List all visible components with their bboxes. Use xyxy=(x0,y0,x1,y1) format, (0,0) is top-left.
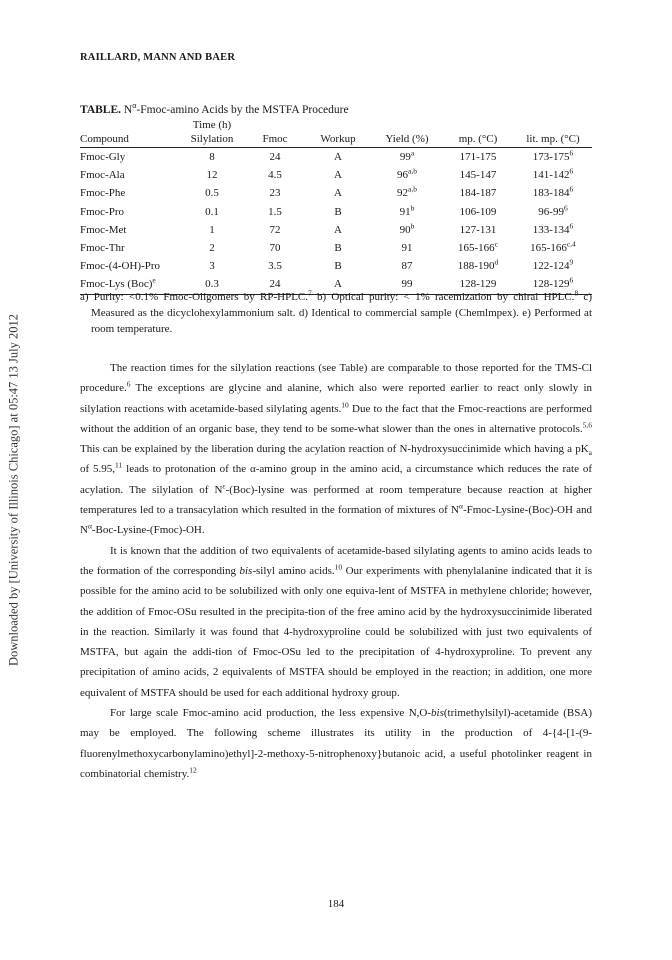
table-cell-superscript: c,4 xyxy=(566,239,576,249)
table-cell-value: 184-187 xyxy=(459,187,497,200)
table-cell-value: Fmoc-(4-OH)-Pro xyxy=(80,260,161,273)
text-run: leads to protonation of the α-amino group in the amino acid, a circumstance which reduces the rate of acylation. The silylation of N xyxy=(80,463,592,496)
table-row xyxy=(80,166,592,184)
table-cell-value: Fmoc-Lys (Boc) xyxy=(80,278,153,291)
table-cell-superscript: b xyxy=(410,203,415,212)
table-cell-yield xyxy=(372,148,442,167)
table-cell-value: 133-134 xyxy=(532,223,570,236)
table-cell-silylation xyxy=(178,239,246,257)
table-row xyxy=(80,239,592,257)
running-head: RAILLARD, MANN AND BAER xyxy=(80,52,236,63)
table-cell-value: Fmoc-Met xyxy=(80,223,127,236)
body-text xyxy=(80,358,592,784)
table-cell-mp xyxy=(442,239,514,257)
table-title xyxy=(80,101,349,116)
table-cell-workup xyxy=(304,166,372,184)
table-cell-value: 70 xyxy=(269,242,281,255)
table-header-top-cell xyxy=(80,118,178,132)
text-run: (trimethylsilyl)-acetamide (BSA) may be employed. The following scheme illustrates its utility in the production of 4-{4-[1-(9-fluorenylmethoxycarbonylamino)ethyl]-2-methoxy-5-nitrophenoxy}butanoic acid, a useful photolinker reagent in combinatorial chemistry. xyxy=(80,707,592,780)
table-cell-superscript: 6 xyxy=(569,221,574,231)
italic-run: bis xyxy=(431,707,444,720)
table-cell-value: 24 xyxy=(269,151,281,164)
body-paragraph xyxy=(80,358,592,541)
table-cell-value: Fmoc-Gly xyxy=(80,151,126,164)
table-cell-lit xyxy=(514,239,592,257)
table-cell-value: Fmoc-Phe xyxy=(80,187,126,200)
table-cell-value: B xyxy=(334,242,342,255)
table-cell-yield xyxy=(372,184,442,202)
table-cell-value: 24 xyxy=(269,278,281,291)
table-cell-superscript: 9 xyxy=(569,257,574,267)
table-cell-value: 1.5 xyxy=(268,205,282,218)
body-paragraph xyxy=(80,541,592,703)
table-cell-value: 8 xyxy=(209,151,215,164)
text-run: Due to the fact that the Fmoc-reactions are performed without the addition of an organic base, they tend to be some-what slower than the ones in alternative protocols. xyxy=(80,402,592,435)
text-run: The exceptions are glycine and alanine, which also were reported earlier to react only slowly in silylation reactions with acetamide-based silylating agents. xyxy=(80,382,592,415)
table-header-cell: Silylation xyxy=(178,132,246,148)
table-cell-value: 99 xyxy=(401,278,413,291)
table-cell-fmoc xyxy=(246,221,304,239)
table-cell-value: 2 xyxy=(209,242,215,255)
table-cell-value: 96 xyxy=(397,169,409,182)
citation-superscript: 6 xyxy=(126,379,131,389)
page-number: 184 xyxy=(327,898,345,910)
footnote-segment: a) Purity: <0.1% Fmoc-Oligomers by RP-HPLC. xyxy=(80,291,308,303)
table-title-prefix: N xyxy=(121,103,133,116)
table-cell-fmoc xyxy=(246,257,304,275)
table-cell-value: 0.1 xyxy=(205,205,219,218)
table-cell-value: 0.5 xyxy=(205,187,219,200)
text-run: Our experiments with phenylalanine indicated that it is possible for the amino acid to be solubilized with only one equiva-lent of MSTFA in methylene chloride; however, the addition of Fmoc-OSu resulted in the precipita-tion of the free amino acid by the hydroxysuccinimide liberated in the reaction. Similarly it was found that 4-hydroxyproline could be solubilized with just two equivalents of MSTFA, but again the addi-tion of Fmoc-OSu led to the precipitation of 4-hydroxyproline. To prevent any precipitation of amino acids, 2 equivalents of MSTFA should be employed in the reaction; in addition, one more equivalent of MSTFA should be used for each additional hydroxy group. xyxy=(80,564,592,699)
table-cell-mp xyxy=(442,203,514,221)
table-cell-lit xyxy=(514,148,592,167)
table-cell-superscript: 6 xyxy=(563,203,568,212)
text-run: -Fmoc-Lysine-(Boc)-OH and N xyxy=(80,504,593,537)
table-cell-value: A xyxy=(334,223,342,236)
table-header-cell: mp. (°C) xyxy=(442,132,514,148)
table-cell-superscript: 6 xyxy=(569,148,574,158)
table-cell-value: 92 xyxy=(397,187,409,200)
table-cell-compound xyxy=(80,203,178,221)
table-header-cell: Compound xyxy=(80,132,178,148)
table-cell-value: 72 xyxy=(269,223,281,236)
table-cell-superscript: b xyxy=(410,221,415,231)
table-cell-value: A xyxy=(334,151,342,164)
citation-superscript: 11 xyxy=(115,460,123,470)
table-cell-value: 3 xyxy=(209,260,215,273)
table-cell-yield xyxy=(372,221,442,239)
table-header-cell: lit. mp. (°C) xyxy=(514,132,592,148)
table-cell-superscript: d xyxy=(494,257,499,267)
table-cell-value: 171-175 xyxy=(459,151,497,164)
table-footnotes xyxy=(80,289,592,337)
table-cell-value: 165-166 xyxy=(457,242,495,255)
table-cell-workup xyxy=(304,203,372,221)
table-cell-workup xyxy=(304,184,372,202)
citation-superscript: 10 xyxy=(341,399,349,409)
text-run: The reaction times for the silylation reactions (see Table) are comparable to those reported for the TMS-Cl procedure. xyxy=(80,362,592,395)
table-cell-lit xyxy=(514,221,592,239)
citation-superscript: 10 xyxy=(334,562,343,572)
citation-superscript: 5,6 xyxy=(582,420,592,430)
table-header-top-cell xyxy=(514,118,592,132)
text-run: of 5.95, xyxy=(80,463,116,476)
table-cell-value: 128-129 xyxy=(532,278,570,291)
table-cell-yield xyxy=(372,257,442,275)
table-cell-superscript: 6 xyxy=(569,166,574,176)
table-row xyxy=(80,203,592,221)
table-header-top-cell: Time (h) xyxy=(192,119,232,131)
table-cell-value: 12 xyxy=(206,169,218,182)
table-cell-lit xyxy=(514,257,592,275)
table-cell-value: 141-142 xyxy=(532,169,570,182)
table-cell-yield xyxy=(372,239,442,257)
table-cell-silylation xyxy=(178,166,246,184)
table-cell-superscript: 6 xyxy=(569,275,574,285)
table-cell-compound xyxy=(80,257,178,275)
subscript: a xyxy=(588,448,592,458)
table-cell-compound xyxy=(80,239,178,257)
citation-superscript: ε xyxy=(222,481,226,491)
table-label: TABLE. xyxy=(80,103,122,116)
table-cell-silylation xyxy=(178,184,246,202)
table-cell-value: A xyxy=(334,169,342,182)
table-cell-silylation xyxy=(178,203,246,221)
table-cell-silylation xyxy=(178,221,246,239)
table-row xyxy=(80,148,592,167)
table-cell-mp xyxy=(442,257,514,275)
table-cell-value: 4.5 xyxy=(268,169,282,182)
table-header-top-cell xyxy=(372,118,442,132)
text-run: -silyl amino acids. xyxy=(252,564,335,577)
table-row xyxy=(80,221,592,239)
table-header-top-cell xyxy=(246,118,304,132)
table-cell-fmoc xyxy=(246,166,304,184)
text-run: It is known that the addition of two equivalents of acetamide-based silylating agents to amino acids leads to the formation of the corresponding xyxy=(80,544,592,577)
table-cell-compound xyxy=(80,221,178,239)
table-cell-value: 173-175 xyxy=(532,151,570,164)
table-row xyxy=(80,257,592,275)
table-cell-value: A xyxy=(334,278,342,291)
table-cell-value: 1 xyxy=(209,223,215,236)
table-cell-mp xyxy=(442,184,514,202)
table-cell-value: 188-190 xyxy=(457,260,495,273)
table-row xyxy=(80,184,592,202)
table-cell-value: 3.5 xyxy=(268,260,282,273)
table-cell-workup xyxy=(304,221,372,239)
table-cell-value: 145-147 xyxy=(459,169,497,182)
table-cell-fmoc xyxy=(246,184,304,202)
table-cell-superscript: c xyxy=(494,239,498,249)
footnote-reference: 8 xyxy=(574,288,579,298)
footnote-text xyxy=(80,289,592,337)
text-run: -Boc-Lysine-(Fmoc)-OH. xyxy=(91,524,205,537)
table-cell-value: 0.3 xyxy=(205,278,219,291)
table-cell-lit xyxy=(514,166,592,184)
table-cell-fmoc xyxy=(246,203,304,221)
table-cell-workup xyxy=(304,239,372,257)
table-cell-superscript: e xyxy=(152,275,156,285)
table-cell-superscript: a,b xyxy=(408,166,417,176)
table-cell-mp xyxy=(442,166,514,184)
citation-superscript: α xyxy=(87,521,92,531)
footnote-segment: b) Optical purity: < 1% racemization by chiral HPLC. xyxy=(311,291,575,303)
table-cell-value: 128-129 xyxy=(459,278,497,291)
table-cell-compound xyxy=(80,166,178,184)
table-title-alpha: α xyxy=(132,101,137,110)
footnote-reference: 7 xyxy=(308,288,312,298)
table-cell-value: 106-109 xyxy=(459,205,497,218)
table-cell-value: 165-166 xyxy=(530,242,567,255)
body-paragraph xyxy=(80,703,592,784)
table-cell-value: 87 xyxy=(401,260,413,273)
table-header-cell: Workup xyxy=(304,132,372,148)
citation-superscript: 12 xyxy=(189,765,197,775)
table-header-top-row xyxy=(80,118,592,132)
text-run: For large scale Fmoc-amino acid production, the less expensive N,O- xyxy=(110,707,432,720)
table-cell-value: 91 xyxy=(401,242,413,255)
table-cell-lit xyxy=(514,184,592,202)
table-cell-superscript: a xyxy=(410,148,415,158)
table-cell-value: 122-124 xyxy=(532,260,570,273)
table-cell-mp xyxy=(442,221,514,239)
table-cell-lit xyxy=(514,203,592,221)
table-cell-workup xyxy=(304,257,372,275)
table-cell-value: A xyxy=(334,187,342,200)
table-cell-yield xyxy=(372,166,442,184)
table-cell-value: B xyxy=(334,205,342,218)
table-cell-value: 23 xyxy=(269,187,281,200)
citation-superscript: α xyxy=(459,501,463,511)
table-cell-silylation xyxy=(178,148,246,167)
table-cell-compound xyxy=(80,184,178,202)
table-cell-value: 127-131 xyxy=(459,223,497,236)
footnote-segment: c) Measured as the dicyclohexylammonium salt. d) Identical to commercial sample (Chemlmpex). e) Performed at room temperature. xyxy=(91,291,592,335)
table-cell-value: Fmoc-Pro xyxy=(80,205,124,218)
table-title-rest: -Fmoc-amino Acids by the MSTFA Procedure xyxy=(136,103,349,116)
table-cell-workup xyxy=(304,148,372,167)
table-header-cell: Fmoc xyxy=(246,132,304,148)
text-run: This can be explained by the liberation during the acylation reaction of N-hydroxysuccinimide which having a pK xyxy=(80,443,589,456)
table-header-top-cell xyxy=(304,118,372,132)
table-cell-yield xyxy=(372,203,442,221)
italic-run: bis xyxy=(239,564,253,577)
table-cell-compound xyxy=(80,148,178,167)
table-cell-fmoc xyxy=(246,239,304,257)
table-cell-mp xyxy=(442,148,514,167)
table-cell-value: Fmoc-Ala xyxy=(80,169,125,182)
table-cell-value: 91 xyxy=(399,205,411,218)
table-cell-value: 99 xyxy=(399,151,411,164)
table-header-row xyxy=(80,132,592,148)
table-cell-value: 90 xyxy=(399,223,411,236)
table-header-cell: Yield (%) xyxy=(372,132,442,148)
text-run: -(Boc)-lysine was performed at room temperature because reaction at higher temperatures led to a transacylation which resulted in the formation of mixtures of N xyxy=(80,483,592,517)
download-watermark-text: Downloaded by [University of Illinois Chicago] at 05:47 13 July 2012 xyxy=(6,313,21,667)
table-header-top-cell xyxy=(442,118,514,132)
table-cell-value: Fmoc-Thr xyxy=(80,242,125,255)
table-cell-fmoc xyxy=(246,148,304,167)
table-cell-superscript: a,b xyxy=(408,184,417,194)
table-cell-superscript: 6 xyxy=(569,184,574,194)
table-cell-value: 96-99 xyxy=(538,205,564,218)
table-cell-value: B xyxy=(334,260,342,273)
table-cell-value: 183-184 xyxy=(532,187,570,200)
table-cell-silylation xyxy=(178,257,246,275)
